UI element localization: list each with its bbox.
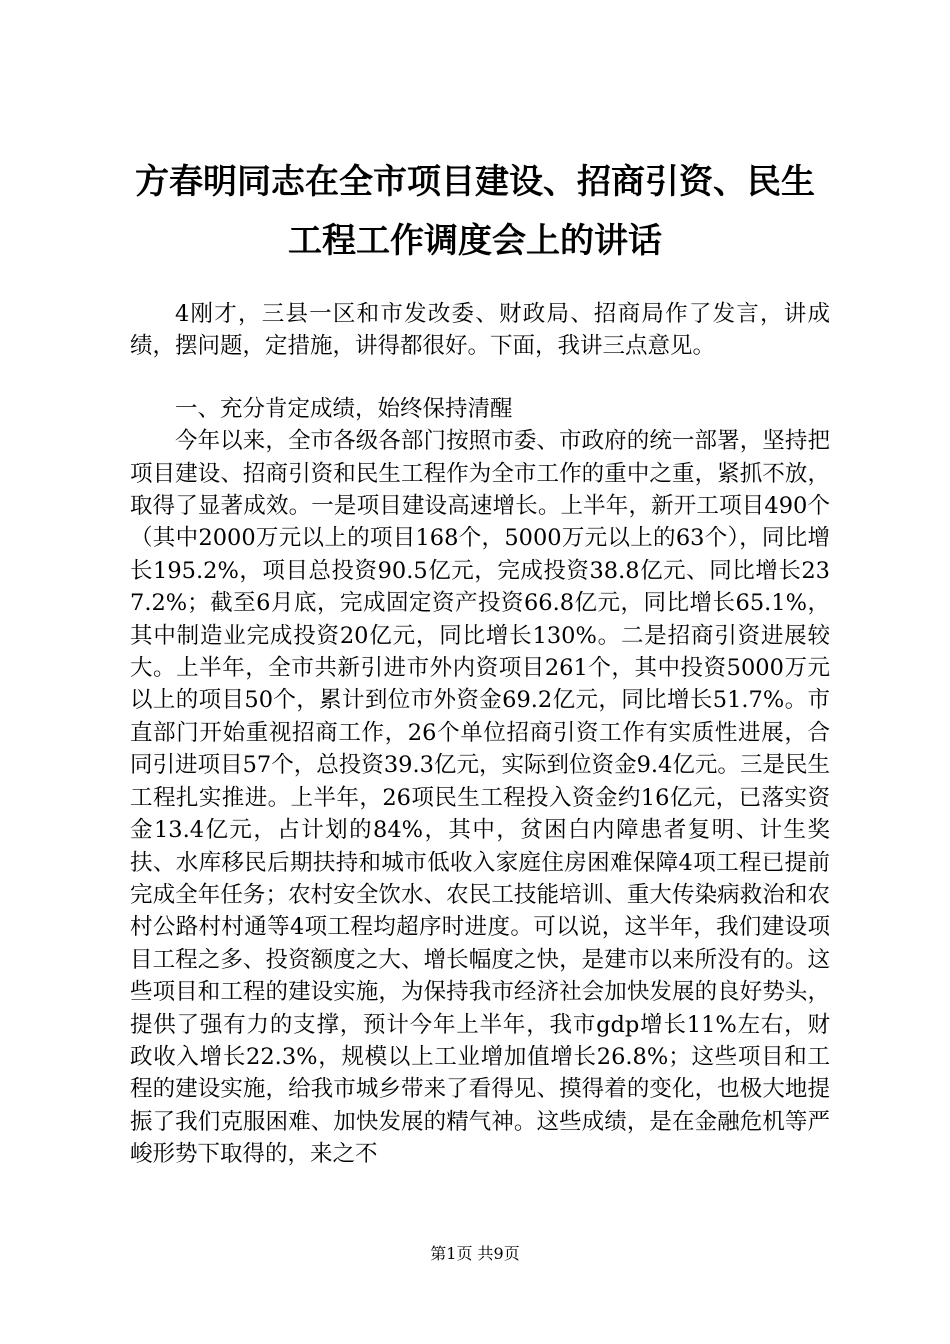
page-footer: 第1页 共9页 [430, 1244, 520, 1263]
opening-paragraph: 4刚才，三县一区和市发改委、财政局、招商局作了发言，讲成绩，摆问题，定措施，讲得都很好。下面，我讲三点意见。 [130, 301, 830, 360]
document-body [130, 298, 830, 1171]
document-title-line-2: 工程工作调度会上的讲话 [288, 221, 662, 261]
section-paragraph: 今年以来，全市各级各部门按照市委、市政府的统一部署，坚持把项目建设、招商引资和民生工程作为全市工作的重中之重，紧抓不放，取得了显著成效。一是项目建设高速增长。上半年，新开工项目490个（其中2000万元以上的项目168个，5000万元以上的63个），同比增长195.2%，项目总投资90.5亿元，完成投资38.8亿元、同比增长237.2%；截至6月底，完成固定资产投资66.8亿元，同比增长65.1%，其中制造业完成投资20亿元，同比增长130%。二是招商引资进展较大。上半年，全市共新引进市外内资项目261个，其中投资5000万元以上的项目50个，累计到位市外资金69.2亿元，同比增长51.7%。市直部门开始重视招商工作，26个单位招商引资工作有实质性进展，合同引进项目57个，总投资39.3亿元，实际到位资金9.4亿元。三是民生工程扎实推进。上半年，26项民生工程投入资金约16亿元，已落实资金13.4亿元，占计划的84%，其中，贫困白内障患者复明、计生奖扶、水库移民后期扶持和城市低收入家庭住房困难保障4项工程已提前完成全年任务；农村安全饮水、农民工技能培训、重大传染病救治和农村公路村村通等4项工程均超序时进度。可以说，这半年，我们建设项目工程之多、投资额度之大、增长幅度之快，是建市以来所没有的。这些项目和工程的建设实施，为保持我市经济社会加快发展的良好势头，提供了强有力的支撑，预计今年上半年，我市gdp增长11%左右，财政收入增长22.3%，规模以上工业增加值增长26.8%；这些项目和工程的建设实施，给我市城乡带来了看得见、摸得着的变化，也极大地提振了我们克服困难、加快发展的精气神。这些成绩，是在金融危机等严峻形势下取得的，来之不 [130, 428, 830, 1168]
paragraph-spacer [130, 363, 830, 393]
section-heading: 一、充分肯定成绩，始终保持清醒 [175, 395, 513, 422]
document-title-line-1: 方春明同志在全市项目建设、招商引资、民生 [135, 162, 815, 202]
